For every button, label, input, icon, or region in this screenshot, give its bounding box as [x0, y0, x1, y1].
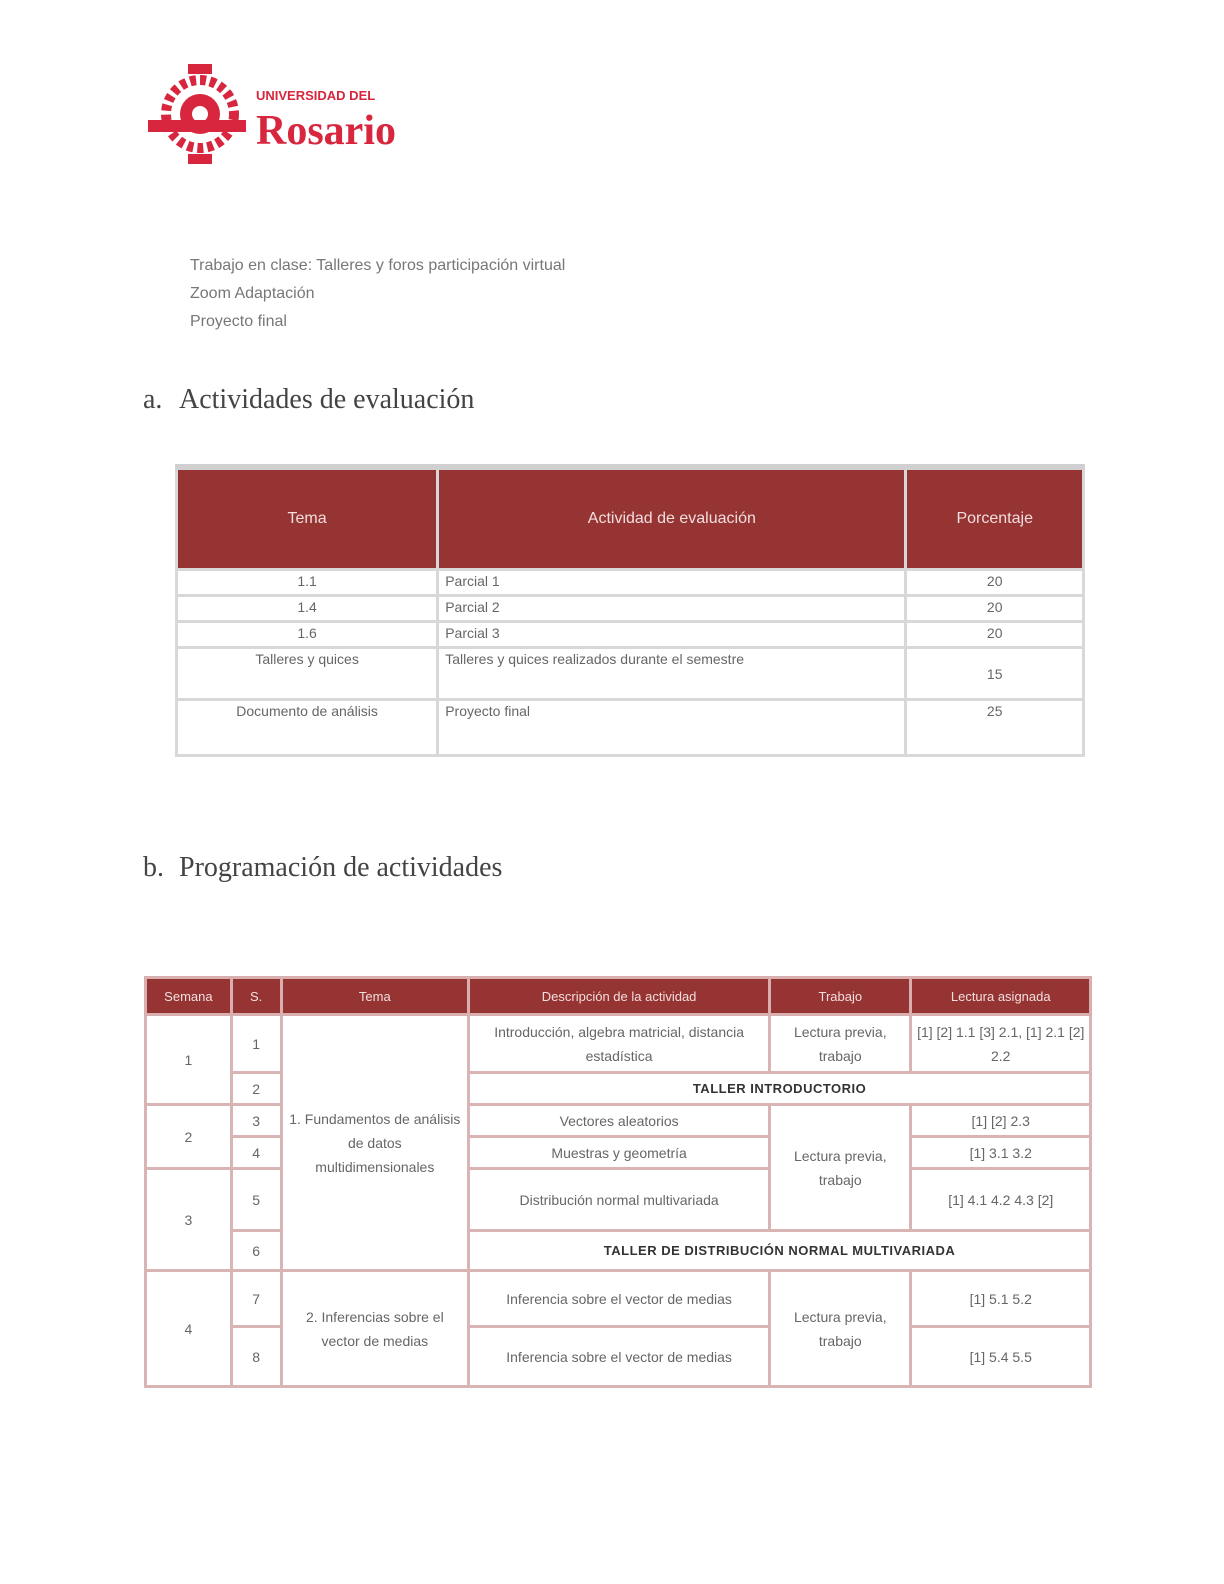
- cell-sesion: 1: [231, 1015, 281, 1073]
- cell-descripcion: Muestras y geometría: [469, 1137, 770, 1169]
- cell-lectura: [1] 4.1 4.2 4.3 [2]: [911, 1169, 1091, 1231]
- cell-lectura: [1] [2] 1.1 [3] 2.1, [1] 2.1 [2] 2.2: [911, 1015, 1091, 1073]
- cell-sesion: 2: [231, 1073, 281, 1105]
- table-row: [146, 1271, 1091, 1327]
- intro-line-2: Zoom Adaptación: [190, 285, 315, 302]
- cell-actividad: Parcial 1: [438, 570, 906, 596]
- cell-sesion: 4: [231, 1137, 281, 1169]
- cell-descripcion: Distribución normal multivariada: [469, 1169, 770, 1231]
- evaluation-table: [175, 464, 1085, 757]
- cell-descripcion: Inferencia sobre el vector de medias: [469, 1327, 770, 1387]
- table-row: [177, 622, 1084, 648]
- cell-trabajo: Lectura previa, trabajo: [770, 1271, 911, 1387]
- cell-tema: Documento de análisis: [177, 700, 438, 756]
- cell-sesion: 3: [231, 1105, 281, 1137]
- intro-line-3: Proyecto final: [190, 313, 287, 330]
- cell-tema: 1. Fundamentos de análisis de datos multidimensionales: [281, 1015, 469, 1271]
- column-header-tema: Tema: [281, 978, 469, 1015]
- cell-semana: 1: [146, 1015, 232, 1105]
- cell-actividad: Talleres y quices realizados durante el semestre: [438, 648, 906, 700]
- university-logo: [148, 62, 410, 166]
- cell-lectura: [1] 5.1 5.2: [911, 1271, 1091, 1327]
- cell-lectura: [1] [2] 2.3: [911, 1105, 1091, 1137]
- section-title: Actividades de evaluación: [179, 384, 475, 415]
- cell-descripcion: Vectores aleatorios: [469, 1105, 770, 1137]
- section-heading-evaluation: [143, 384, 474, 416]
- cell-lectura: [1] 3.1 3.2: [911, 1137, 1091, 1169]
- cell-semana: 3: [146, 1169, 232, 1271]
- cell-sesion: 5: [231, 1169, 281, 1231]
- cell-sesion: 8: [231, 1327, 281, 1387]
- cell-tema: Talleres y quices: [177, 648, 438, 700]
- column-header-lectura: Lectura asignada: [911, 978, 1091, 1015]
- cell-porcentaje: 20: [906, 596, 1084, 622]
- cell-actividad: Parcial 2: [438, 596, 906, 622]
- column-header-trabajo: Trabajo: [770, 978, 911, 1015]
- programming-table: [144, 976, 1092, 1388]
- cell-sesion: 6: [231, 1231, 281, 1271]
- column-header-actividad: Actividad de evaluación: [438, 467, 906, 570]
- cell-banner: TALLER INTRODUCTORIO: [469, 1073, 1091, 1105]
- column-header-tema: Tema: [177, 467, 438, 570]
- column-header-descripcion: Descripción de la actividad: [469, 978, 770, 1015]
- cell-tema: 1.6: [177, 622, 438, 648]
- column-header-porcentaje: Porcentaje: [906, 467, 1084, 570]
- section-number: b.: [143, 852, 164, 883]
- intro-line-1: Trabajo en clase: Talleres y foros participación virtual: [190, 257, 566, 274]
- cell-actividad: Proyecto final: [438, 700, 906, 756]
- cell-trabajo: Lectura previa, trabajo: [770, 1105, 911, 1231]
- cell-tema: 2. Inferencias sobre el vector de medias: [281, 1271, 469, 1387]
- cell-sesion: 7: [231, 1271, 281, 1327]
- column-header-sesion: S.: [231, 978, 281, 1015]
- table-row: [177, 570, 1084, 596]
- column-header-semana: Semana: [146, 978, 232, 1015]
- cell-semana: 2: [146, 1105, 232, 1169]
- table-row: [177, 700, 1084, 756]
- cell-porcentaje: 25: [906, 700, 1084, 756]
- table-row: [177, 648, 1084, 700]
- cell-tema: 1.4: [177, 596, 438, 622]
- svg-text:UNIVERSIDAD DEL: UNIVERSIDAD DEL: [256, 88, 376, 103]
- section-number: a.: [143, 384, 163, 415]
- cell-actividad: Parcial 3: [438, 622, 906, 648]
- cell-descripcion: Introducción, algebra matricial, distancia estadística: [469, 1015, 770, 1073]
- cell-lectura: [1] 5.4 5.5: [911, 1327, 1091, 1387]
- svg-text:Rosario: Rosario: [256, 108, 396, 154]
- cell-semana: 4: [146, 1271, 232, 1387]
- section-heading-programming: [143, 852, 502, 884]
- cell-descripcion: Inferencia sobre el vector de medias: [469, 1271, 770, 1327]
- section-title: Programación de actividades: [179, 852, 503, 883]
- cell-tema: 1.1: [177, 570, 438, 596]
- cell-banner: TALLER DE DISTRIBUCIÓN NORMAL MULTIVARIADA: [469, 1231, 1091, 1271]
- cell-trabajo: Lectura previa, trabajo: [770, 1015, 911, 1073]
- table-row: [146, 1015, 1091, 1073]
- table-row: [177, 596, 1084, 622]
- intro-text: [190, 252, 565, 336]
- cell-porcentaje: 20: [906, 570, 1084, 596]
- cell-porcentaje: 15: [906, 648, 1084, 700]
- cell-porcentaje: 20: [906, 622, 1084, 648]
